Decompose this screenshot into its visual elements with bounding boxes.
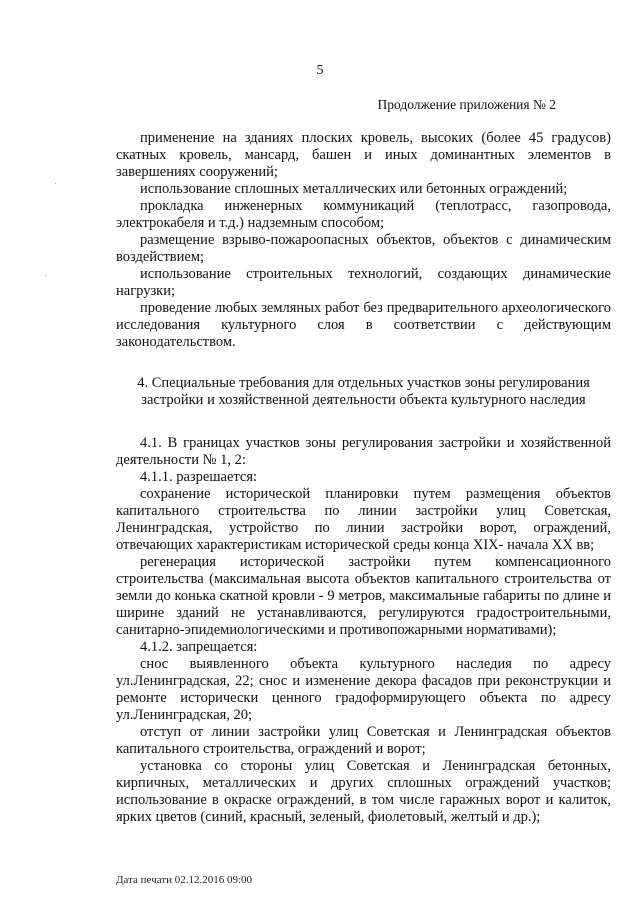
clause-4-1-1: 4.1.1. разрешается: — [140, 469, 258, 485]
clause-4-1: 4.1. В границах участков зоны регулирования застройки и хозяйственной деятельности № 1, 2: — [116, 435, 611, 468]
appendix-continuation-note: Продолжение приложения № 2 — [377, 97, 556, 112]
section-heading: 4. Специальные требования для отдельных участков зоны регулирования застройки и хозяйственной деятельности объекта культурного наследия — [137, 375, 590, 408]
scan-speck: · — [54, 179, 58, 190]
list-item: использование сплошных металлических или бетонных ограждений; — [140, 181, 568, 197]
forbidden-item: установка со стороны улиц Советская и Ленинградская бетонных, кирпичных, металлических и других сплошных ограждений участков; использование в окраске ограждений, в том числе гаражных ворот и калиток, ярких цветов (синий, красный, зеленый, фиолетовый, желтый и др.); — [116, 758, 611, 825]
forbidden-item: снос выявленного объекта культурного наследия по адресу ул.Ленинградская, 22; снос и изменение декора фасадов при реконструкции и ремонте исторически ценного градоформирующего объекта по адресу ул.Ленинградская, 20; — [116, 656, 611, 723]
scan-speck: · — [44, 271, 48, 282]
list-item: использование строительных технологий, создающих динамические нагрузки; — [116, 266, 611, 299]
allowed-item: сохранение исторической планировки путем размещения объектов капитального строительства по линии застройки улиц Советская, Ленинградская, устройство по линии застройки ворот, ограждений, отвечающих характеристикам исторической среды конца XIX- начала XX вв; — [116, 486, 611, 553]
print-date: Дата печати 02.12.2016 09:00 — [116, 874, 253, 886]
document-body — [116, 130, 611, 826]
page-number: 5 — [316, 63, 324, 78]
allowed-item: регенерация исторической застройки путем компенсационного строительства (максимальная высота объектов капитального строительства от земли до конька скатной кровли - 9 метров, максимальные габариты по длине и ширине зданий не устанавливаются, регулируются градостроительными, санитарно-эпидемиологическими и противопожарными нормативами); — [116, 554, 611, 638]
forbidden-item: отступ от линии застройки улиц Советская и Ленинградская объектов капитального строительства, ограждений и ворот; — [116, 724, 611, 757]
list-item: проведение любых земляных работ без предварительного археологического исследования культурного слоя в соответствии с действующим законодательством. — [116, 300, 611, 350]
list-item: прокладка инженерных коммуникаций (теплотрасс, газопровода, электрокабеля и т.д.) надземным способом; — [116, 198, 611, 231]
list-item: применение на зданиях плоских кровель, высоких (более 45 градусов) скатных кровель, мансард, башен и иных доминантных элементов в завершениях сооружений; — [116, 130, 611, 180]
clause-4-1-2: 4.1.2. запрещается: — [140, 639, 258, 655]
list-item: размещение взрыво-пожароопасных объектов, объектов с динамическим воздействием; — [116, 232, 611, 265]
